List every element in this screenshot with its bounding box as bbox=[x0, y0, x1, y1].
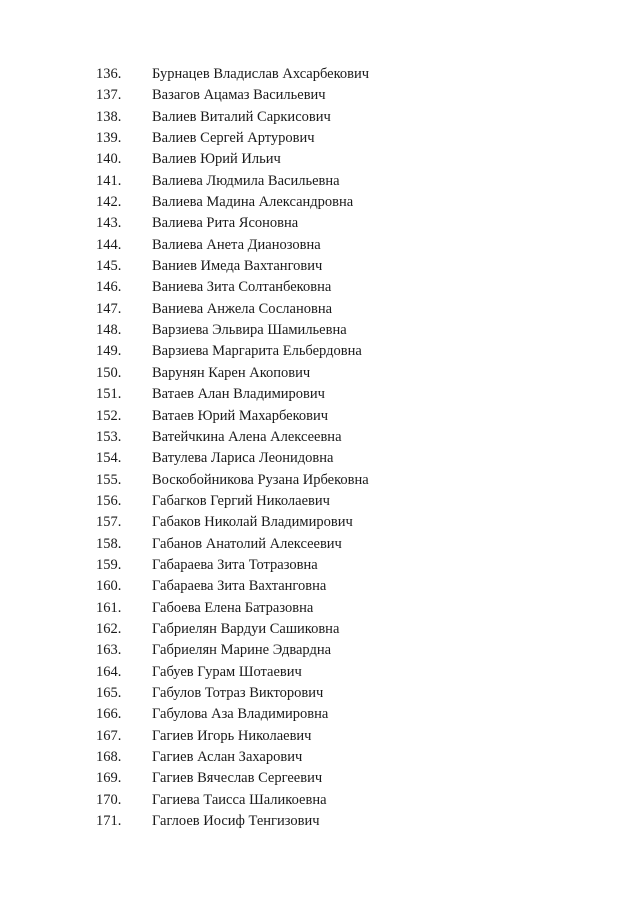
list-item bbox=[96, 427, 369, 448]
entry-number: 140. bbox=[96, 151, 122, 168]
entry-name: Габулова Аза Владимировна bbox=[152, 706, 329, 723]
entry-name: Варунян Карен Акопович bbox=[152, 364, 311, 381]
entry-number: 167. bbox=[96, 727, 122, 744]
entry-name: Габулов Тотраз Викторович bbox=[152, 684, 324, 701]
entry-number: 164. bbox=[96, 663, 122, 680]
list-item bbox=[96, 299, 369, 320]
entry-number: 142. bbox=[96, 194, 122, 211]
list-item bbox=[96, 320, 369, 341]
entry-name: Ватулева Лариса Леонидовна bbox=[152, 450, 334, 467]
list-item bbox=[96, 534, 369, 555]
entry-name: Габриелян Вардуи Сашиковна bbox=[152, 620, 340, 637]
entry-name: Ваниева Зита Солтанбековна bbox=[152, 279, 332, 296]
list-item bbox=[96, 619, 369, 640]
entry-number: 148. bbox=[96, 322, 122, 339]
entry-number: 147. bbox=[96, 300, 122, 317]
entry-number: 146. bbox=[96, 279, 122, 296]
entry-name: Габараева Зита Тотразовна bbox=[152, 556, 318, 573]
list-item bbox=[96, 640, 369, 661]
entry-name: Валиева Анета Дианозовна bbox=[152, 236, 321, 253]
entry-name: Ватаев Юрий Махарбекович bbox=[152, 407, 329, 424]
entry-name: Варзиева Эльвира Шамильевна bbox=[152, 322, 347, 339]
entry-number: 139. bbox=[96, 130, 122, 147]
entry-number: 162. bbox=[96, 620, 122, 637]
entry-name: Валиев Сергей Артурович bbox=[152, 130, 315, 147]
list-item bbox=[96, 555, 369, 576]
entry-name: Гаглоев Иосиф Тенгизович bbox=[152, 813, 320, 830]
entry-name: Ватейчкина Алена Алексеевна bbox=[152, 428, 342, 445]
list-item bbox=[96, 213, 369, 234]
entry-number: 157. bbox=[96, 514, 122, 531]
entry-name: Валиев Юрий Ильич bbox=[152, 151, 281, 168]
name-list bbox=[96, 64, 369, 832]
list-item bbox=[96, 448, 369, 469]
list-item bbox=[96, 811, 369, 832]
list-item bbox=[96, 149, 369, 170]
list-item bbox=[96, 192, 369, 213]
entry-number: 136. bbox=[96, 66, 122, 82]
list-item bbox=[96, 768, 369, 789]
entry-number: 145. bbox=[96, 258, 122, 275]
list-item bbox=[96, 662, 369, 683]
entry-number: 156. bbox=[96, 492, 122, 509]
entry-number: 159. bbox=[96, 556, 122, 573]
entry-name: Бурнацев Владислав Ахсарбекович bbox=[152, 66, 370, 82]
entry-number: 170. bbox=[96, 791, 122, 808]
entry-number: 154. bbox=[96, 450, 122, 467]
entry-name: Гагиев Вячеслав Сергеевич bbox=[152, 770, 323, 787]
entry-number: 168. bbox=[96, 749, 122, 765]
list-item bbox=[96, 85, 369, 106]
entry-name: Габуев Гурам Шотаевич bbox=[152, 663, 302, 680]
list-item bbox=[96, 341, 369, 362]
entry-number: 150. bbox=[96, 364, 122, 381]
entry-name: Валиева Людмила Васильевна bbox=[152, 172, 340, 189]
entry-name: Валиева Рита Ясоновна bbox=[152, 215, 299, 232]
entry-number: 143. bbox=[96, 215, 122, 232]
entry-number: 144. bbox=[96, 236, 122, 253]
list-item bbox=[96, 171, 369, 192]
list-item bbox=[96, 64, 369, 85]
list-item bbox=[96, 256, 369, 277]
entry-number: 171. bbox=[96, 813, 122, 830]
list-item bbox=[96, 470, 369, 491]
list-item bbox=[96, 598, 369, 619]
list-item bbox=[96, 576, 369, 597]
entry-number: 149. bbox=[96, 343, 122, 360]
entry-name: Габаков Николай Владимирович bbox=[152, 514, 353, 531]
list-item bbox=[96, 726, 369, 747]
entry-number: 153. bbox=[96, 428, 122, 445]
entry-name: Габагков Гергий Николаевич bbox=[152, 492, 330, 509]
list-item bbox=[96, 128, 369, 149]
list-item bbox=[96, 512, 369, 533]
list-item bbox=[96, 384, 369, 405]
list-item bbox=[96, 107, 369, 128]
entry-number: 137. bbox=[96, 87, 122, 104]
entry-number: 163. bbox=[96, 642, 122, 659]
list-item bbox=[96, 277, 369, 298]
entry-number: 138. bbox=[96, 108, 122, 125]
entry-number: 161. bbox=[96, 599, 122, 616]
entry-name: Ваниева Анжела Сослановна bbox=[152, 300, 333, 317]
entry-name: Габанов Анатолий Алексеевич bbox=[152, 535, 342, 552]
entry-number: 151. bbox=[96, 386, 122, 403]
entry-number: 141. bbox=[96, 172, 122, 189]
entry-name: Ваниев Имеда Вахтангович bbox=[152, 258, 323, 275]
list-item bbox=[96, 683, 369, 704]
entry-number: 166. bbox=[96, 706, 122, 723]
entry-name: Вазагов Ацамаз Васильевич bbox=[152, 87, 326, 104]
entry-number: 152. bbox=[96, 407, 122, 424]
entry-name: Гагиев Аслан Захарович bbox=[152, 749, 303, 765]
entry-number: 169. bbox=[96, 770, 122, 787]
entry-number: 160. bbox=[96, 578, 122, 595]
entry-name: Гагиева Таисса Шаликоевна bbox=[152, 791, 327, 808]
list-item bbox=[96, 235, 369, 256]
entry-name: Ватаев Алан Владимирович bbox=[152, 386, 325, 403]
entry-name: Габараева Зита Вахтанговна bbox=[152, 578, 327, 595]
list-item bbox=[96, 790, 369, 811]
entry-number: 158. bbox=[96, 535, 122, 552]
entry-name: Гагиев Игорь Николаевич bbox=[152, 727, 312, 744]
entry-name: Габоева Елена Батразовна bbox=[152, 599, 314, 616]
list-item bbox=[96, 491, 369, 512]
entry-number: 165. bbox=[96, 684, 122, 701]
entry-number: 155. bbox=[96, 471, 122, 488]
entry-name: Варзиева Маргарита Ельбердовна bbox=[152, 343, 362, 360]
list-item bbox=[96, 747, 369, 768]
entry-name: Габриелян Марине Эдвардна bbox=[152, 642, 332, 659]
list-item bbox=[96, 704, 369, 725]
entry-name: Воскобойникова Рузана Ирбековна bbox=[152, 471, 369, 488]
list-item bbox=[96, 406, 369, 427]
list-item bbox=[96, 363, 369, 384]
entry-name: Валиев Виталий Саркисович bbox=[152, 108, 331, 125]
entry-name: Валиева Мадина Александровна bbox=[152, 194, 354, 211]
